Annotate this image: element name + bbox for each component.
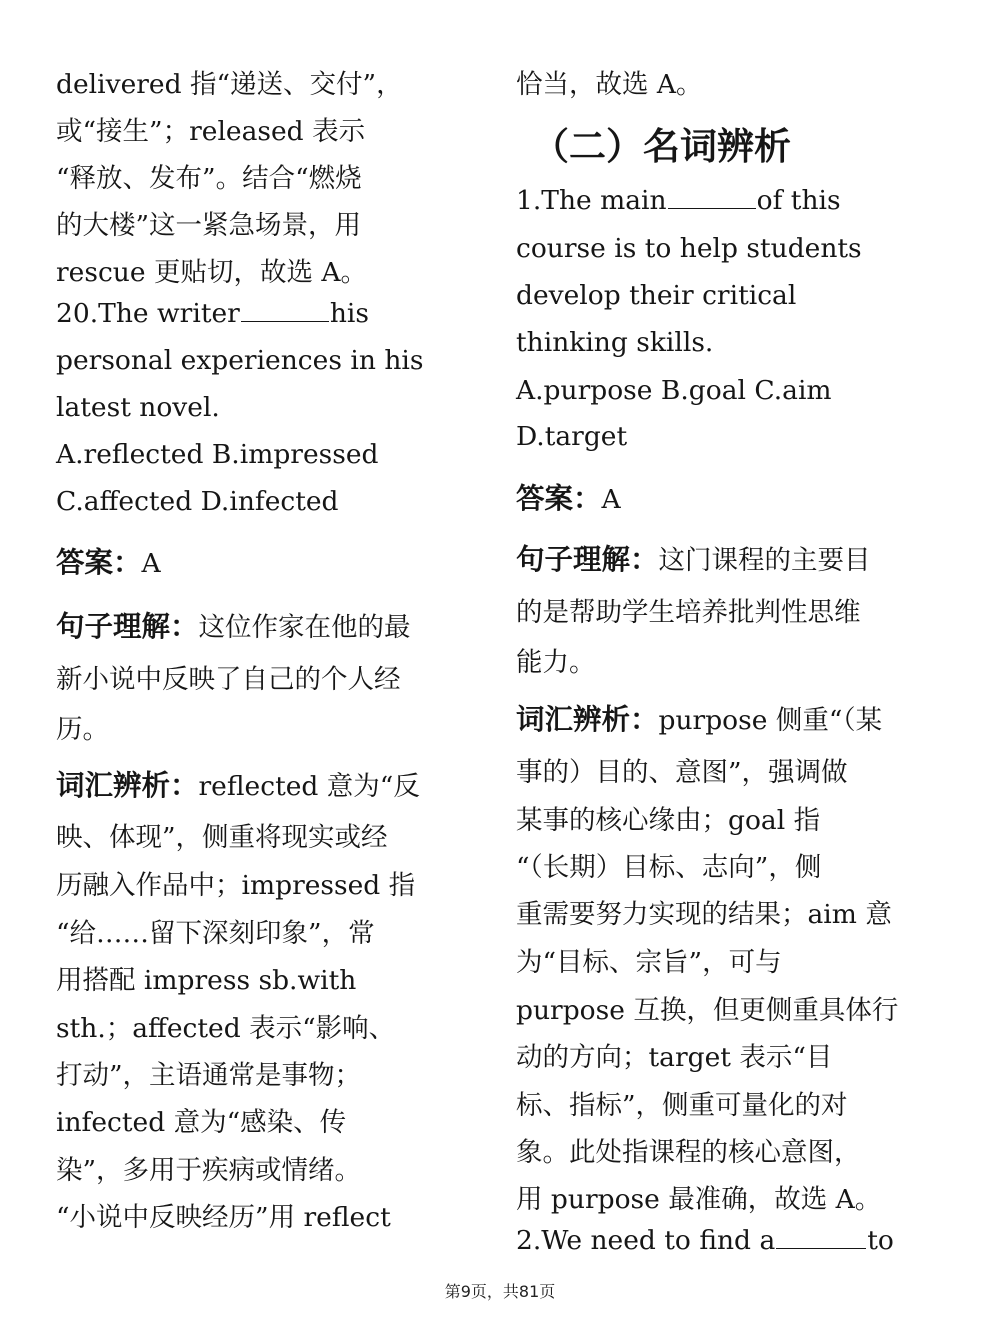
text-line: 的是帮助学生培养批判性思维 [516,597,861,628]
text-line: 能力。 [516,647,596,678]
question-text: to [867,1225,894,1256]
text-span: reflected 意为“反 [198,771,420,802]
vocab-line [56,763,420,804]
question-20 [56,298,369,329]
options-line: C.affected D.infected [56,486,339,517]
text-line: infected 意为“感染、传 [56,1107,347,1138]
text-line: 某事的核心缘由；goal 指 [516,805,821,836]
question-text: course is to help students [516,233,862,264]
answer-label: 答案： [56,546,142,579]
text-line: 动的方向；target 表示“目 [516,1042,833,1073]
vocab-label: 词汇辨析： [516,703,659,736]
text-span: 这门课程的主要目 [658,545,871,576]
text-line: delivered 指“递送、交付”， [56,69,403,100]
text-line: 用 purpose 最准确，故选 A。 [516,1184,882,1215]
answer-value: A [601,484,621,515]
question-text: thinking skills. [516,327,714,358]
text-line: “释放、发布”。结合“燃烧 [56,163,362,194]
vocab-line [516,697,882,738]
text-line: “给……留下深刻印象”，常 [56,918,375,949]
sentence-label: 句子理解： [56,610,199,643]
text-line: “小说中反映经历”用 reflect [56,1202,391,1233]
answer-blank [241,301,329,322]
text-line: 事的）目的、意图”，强调做 [516,757,848,788]
sentence-line [56,604,411,645]
text-span: purpose 侧重“（某 [658,705,883,736]
text-line: purpose 互换，但更侧重具体行 [516,995,899,1026]
question-text: his [329,298,369,329]
text-line: 历。 [56,714,109,745]
text-line: “（长期）目标、志向”，侧 [516,852,822,883]
sentence-line [516,537,871,578]
text-line: sth.；affected 表示“影响、 [56,1013,396,1044]
options-line: A.purpose B.goal C.aim [516,375,832,406]
question-text: latest novel. [56,392,220,423]
options-line: D.target [516,421,628,452]
question-2 [516,1225,894,1256]
question-text: 1.The main [516,185,667,216]
text-line: 或“接生”；released 表示 [56,116,366,147]
section-title: （二）名词辨析 [532,125,791,168]
answer-blank [776,1228,866,1249]
text-line: 恰当，故选 A。 [516,69,703,100]
text-line: 重需要努力实现的结果；aim 意 [516,899,892,930]
page-number: 第9页，共81页 [444,1282,556,1301]
text-line: 用搭配 impress sb.with [56,965,357,996]
answer-value: A [141,548,161,579]
text-line: 历融入作品中；impressed 指 [56,870,416,901]
text-line: 的大楼”这一紧急场景，用 [56,210,362,241]
question-text: 20.The writer [56,298,240,329]
text-line: 为“目标、宗旨”，可与 [516,947,782,978]
text-span: 这位作家在他的最 [198,612,411,643]
text-line: 映、体现”，侧重将现实或经 [56,822,388,853]
answer-line [516,476,621,517]
text-line: 染”，多用于疾病或情绪。 [56,1155,362,1186]
vocab-label: 词汇辨析： [56,769,199,802]
answer-line [56,540,161,581]
question-1 [516,185,841,216]
question-text: of this [756,185,841,216]
text-line: 标、指标”，侧重可量化的对 [516,1090,848,1121]
text-line: 象。此处指课程的核心意图， [516,1137,861,1168]
text-line: 打动”，主语通常是事物； [56,1060,362,1091]
options-line: A.reflected B.impressed [56,439,379,470]
answer-label: 答案： [516,482,602,515]
question-text: 2.We need to find a [516,1225,776,1256]
answer-blank [668,188,756,209]
text-line: 新小说中反映了自己的个人经 [56,664,401,695]
text-line: rescue 更贴切，故选 A。 [56,257,368,288]
question-text: personal experiences in his [56,345,424,376]
sentence-label: 句子理解： [516,543,659,576]
question-text: develop their critical [516,280,797,311]
